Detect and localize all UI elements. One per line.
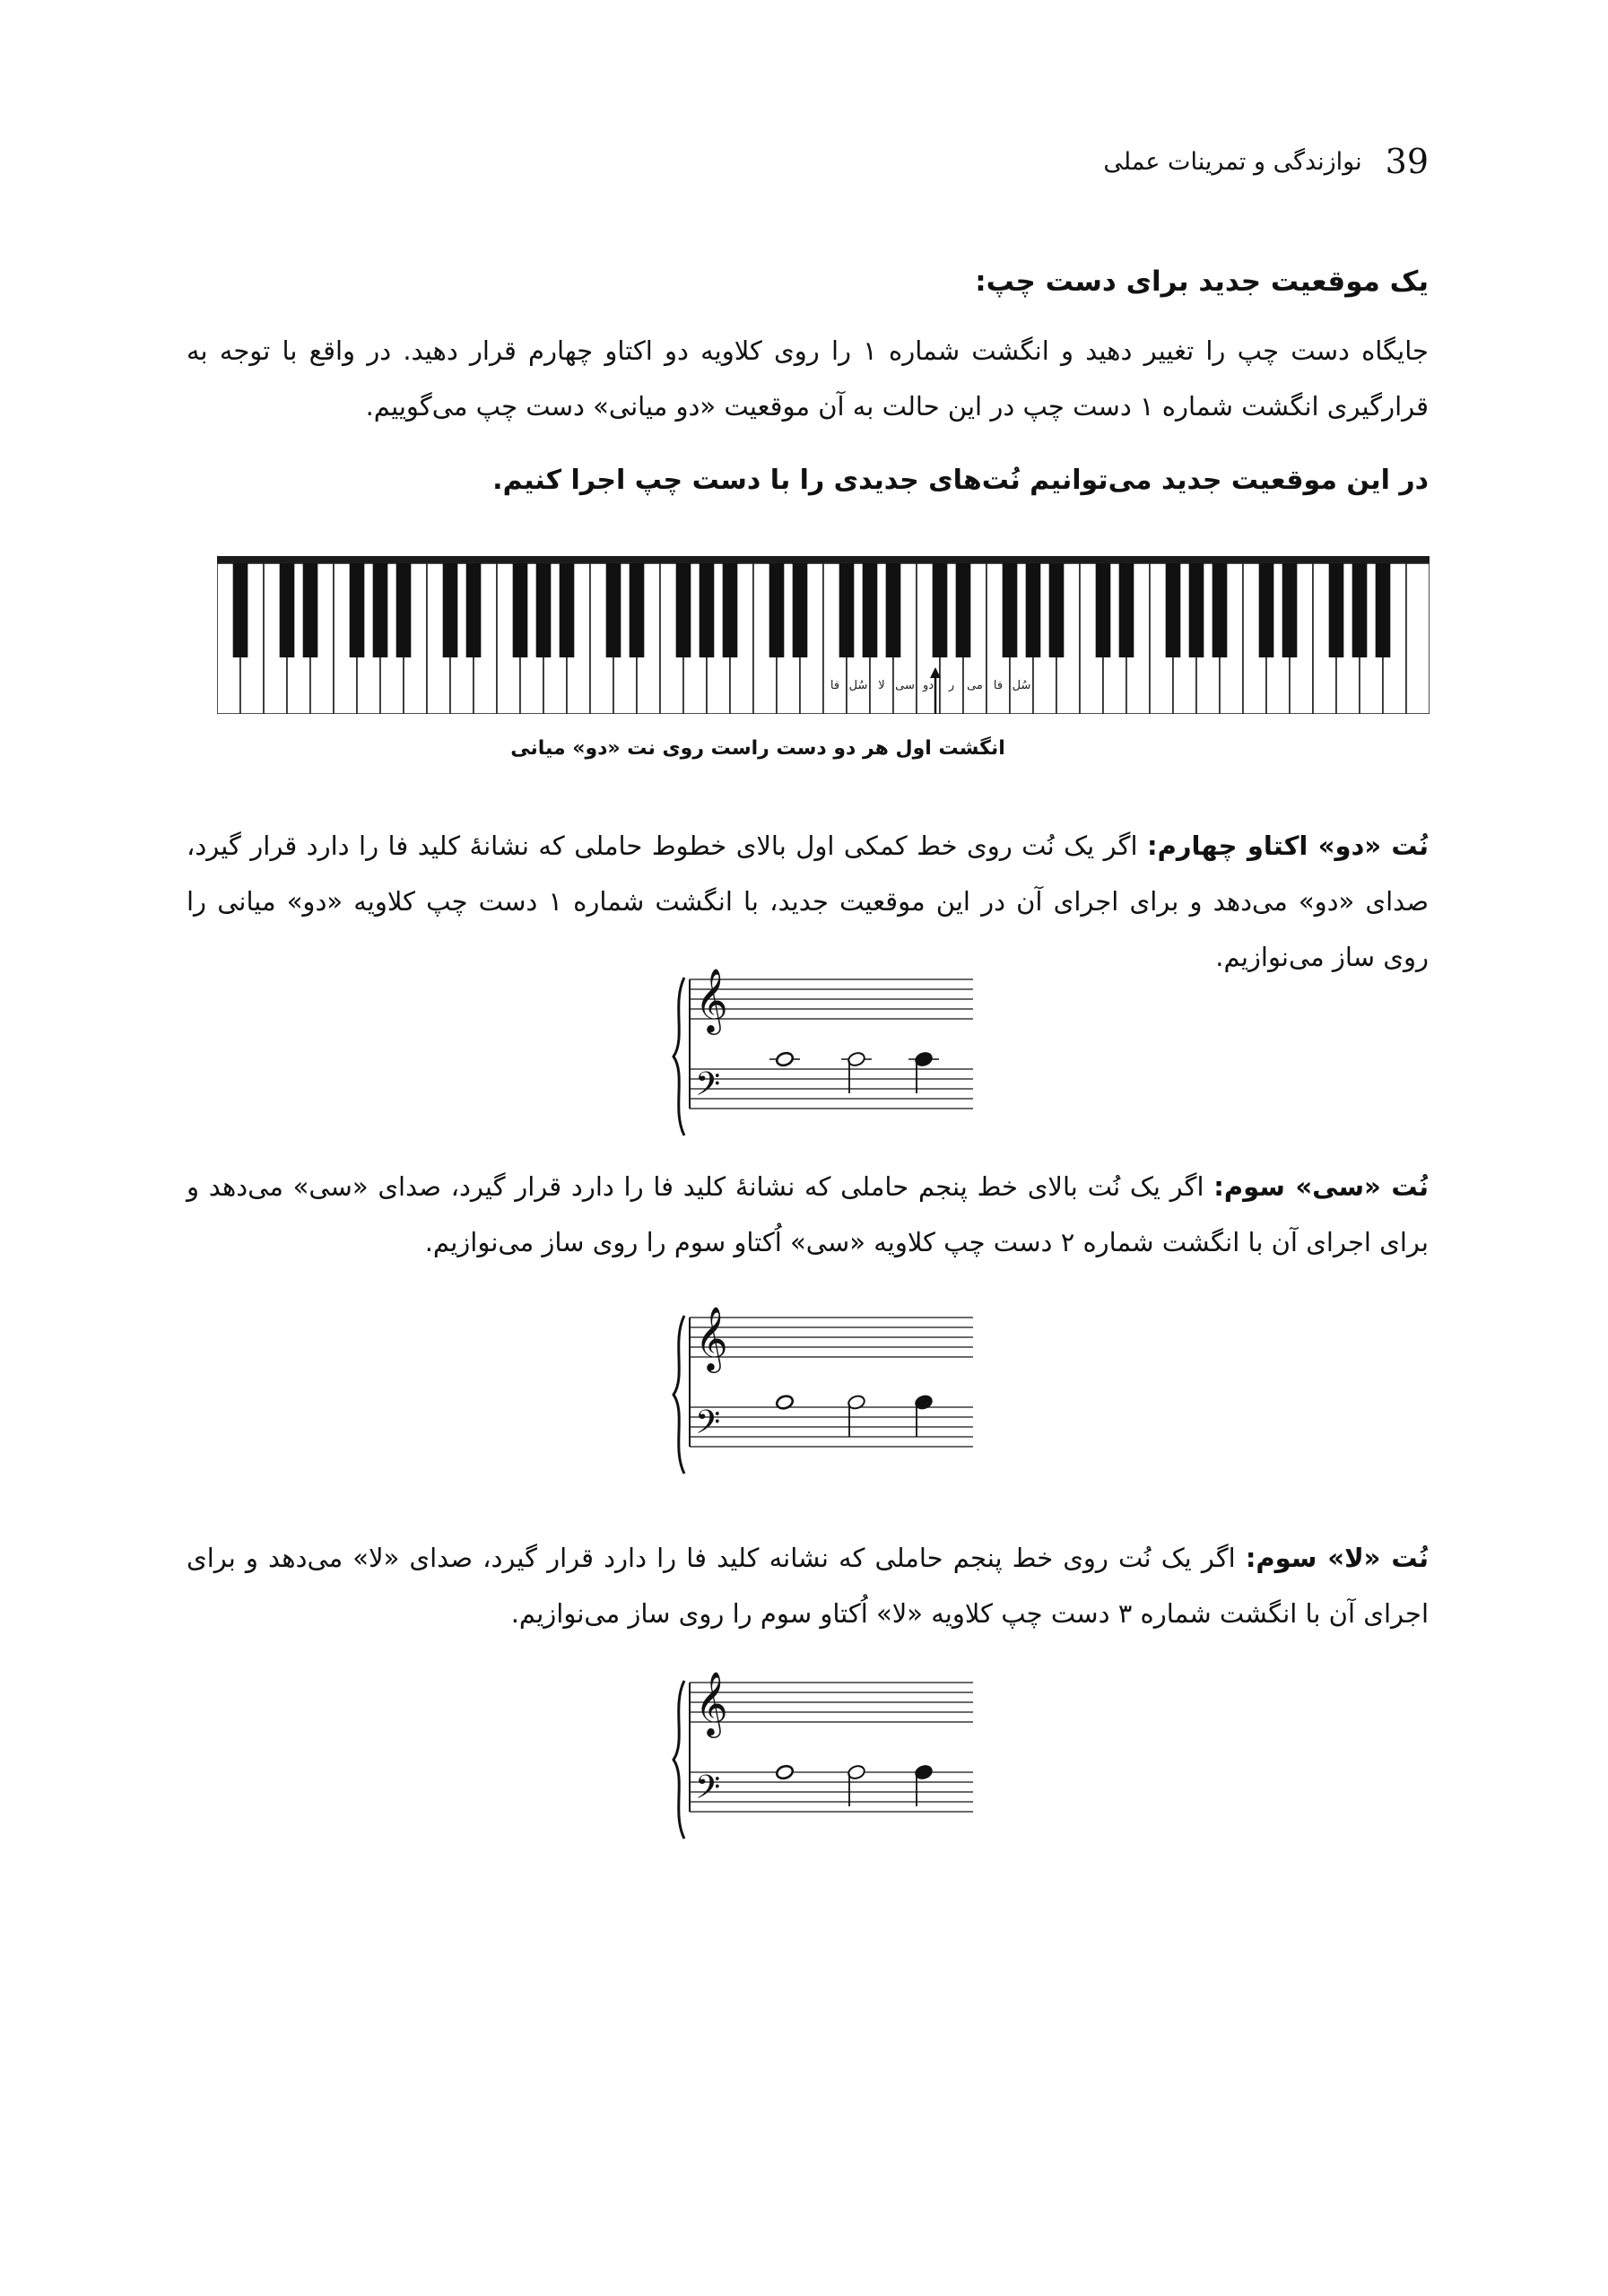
black-key xyxy=(723,563,738,657)
note-b-lead: نُت «سی» سوم: xyxy=(1213,1171,1429,1202)
key-label: سُل xyxy=(848,679,868,692)
black-key xyxy=(373,563,388,657)
black-key xyxy=(606,563,621,657)
black-key xyxy=(1049,563,1065,657)
intro-bold-line: در این موقعیت جدید می‌توانیم نُت‌های جدیدی را با دست چپ اجرا کنیم. xyxy=(492,465,1429,496)
black-key xyxy=(700,563,715,657)
black-key xyxy=(1026,563,1041,657)
black-key xyxy=(1352,563,1368,657)
black-key xyxy=(1166,563,1181,657)
black-key xyxy=(513,563,528,657)
brace xyxy=(674,1681,684,1839)
note-b-paragraph xyxy=(187,1159,1429,1270)
black-key xyxy=(303,563,318,657)
black-key xyxy=(793,563,808,657)
black-key xyxy=(1259,563,1274,657)
key-label: لا xyxy=(878,679,885,692)
treble-clef-icon: 𝄞 xyxy=(695,967,728,1032)
whole-note xyxy=(775,1764,794,1780)
black-key xyxy=(933,563,948,657)
page-number: 39 xyxy=(1385,142,1429,181)
key-label: دو xyxy=(922,679,934,692)
black-key xyxy=(676,563,691,657)
piano-keyboard-diagram xyxy=(217,556,1430,714)
note-c-paragraph xyxy=(187,818,1429,985)
black-key xyxy=(1119,563,1134,657)
key-label: فا xyxy=(993,679,1004,692)
black-key xyxy=(1376,563,1391,657)
section-heading: یک موقعیت جدید برای دست چپ: xyxy=(975,265,1429,298)
black-key xyxy=(956,563,971,657)
note-c-text: اگر یک نُت روی خط کمکی اول بالای خطوط حاملی که نشانهٔ کلید فا را دارد قرار گیرد، صدای «دو» می‌دهد و برای اجرای آن در این موقعیت جدید، با انگشت شماره ۱ دست چپ کلاویه «دو» میانی را روی ساز می‌نوازیم. xyxy=(187,831,1430,972)
intro-paragraph: جایگاه دست چپ را تغییر دهید و انگشت شماره ۱ را روی کلاویه دو اکتاو چهارم قرار دهید. در واقع با توجه به قرارگیری انگشت شماره ۱ دست چپ در این حالت به آن موقعیت «دو میانی» دست چپ می‌گوییم. xyxy=(187,335,1429,422)
note-a-paragraph xyxy=(187,1530,1429,1641)
black-key xyxy=(1213,563,1228,657)
whole-note xyxy=(775,1394,794,1410)
key-label: سُل xyxy=(1012,679,1031,692)
black-key xyxy=(560,563,575,657)
black-key xyxy=(233,563,248,657)
white-key xyxy=(1406,563,1430,714)
page-header xyxy=(801,135,1429,188)
grand-staff-a xyxy=(668,1670,991,1840)
black-key xyxy=(1003,563,1018,657)
keyboard-caption: انگشت اول هر دو دست راست روی نت «دو» میانی xyxy=(510,737,1005,760)
key-label: ر xyxy=(948,679,955,692)
black-key xyxy=(1329,563,1344,657)
black-key xyxy=(630,563,645,657)
key-label: فا xyxy=(830,679,840,692)
black-key xyxy=(769,563,785,657)
black-key xyxy=(1189,563,1204,657)
grand-staff-b xyxy=(668,1305,991,1475)
black-key xyxy=(280,563,295,657)
bass-clef-icon: 𝄢 xyxy=(695,1065,721,1111)
treble-clef-icon: 𝄞 xyxy=(695,1305,728,1370)
note-b-text: اگر یک نُت بالای خط پنجم حاملی که نشانهٔ کلید فا را دارد قرار گیرد، صدای «سی» می‌دهد و برای اجرای آن با انگشت شماره ۲ دست چپ کلاویه «سی» اُکتاو سوم را روی ساز می‌نوازیم. xyxy=(187,1171,1429,1257)
black-key xyxy=(536,563,552,657)
black-key xyxy=(886,563,901,657)
black-key xyxy=(1282,563,1298,657)
black-key xyxy=(443,563,458,657)
black-key xyxy=(350,563,365,657)
black-key xyxy=(1096,563,1111,657)
note-a-lead: نُت «لا» سوم: xyxy=(1245,1543,1429,1573)
key-label: سی xyxy=(895,679,915,692)
whole-note xyxy=(775,1051,794,1067)
brace xyxy=(674,978,684,1135)
bass-clef-icon: 𝄢 xyxy=(695,1404,721,1449)
key-label: می xyxy=(967,679,983,692)
note-a-text: اگر یک نُت روی خط پنجم حاملی که نشانه کلید فا را دارد قرار گیرد، صدای «لا» می‌دهد و برای اجرای آن با انگشت شماره ۳ دست چپ کلاویه «لا» اُکتاو سوم را روی ساز می‌نوازیم. xyxy=(187,1543,1429,1629)
brace xyxy=(674,1316,684,1474)
grand-staff-c xyxy=(668,967,991,1137)
black-key xyxy=(863,563,878,657)
black-key xyxy=(466,563,482,657)
black-key xyxy=(396,563,412,657)
note-c-lead: نُت «دو» اکتاو چهارم: xyxy=(1147,831,1430,861)
bass-clef-icon: 𝄢 xyxy=(695,1769,721,1814)
running-title: نوازندگی و تمرینات عملی xyxy=(1103,147,1362,176)
black-key xyxy=(839,563,855,657)
treble-clef-icon: 𝄞 xyxy=(695,1670,728,1735)
